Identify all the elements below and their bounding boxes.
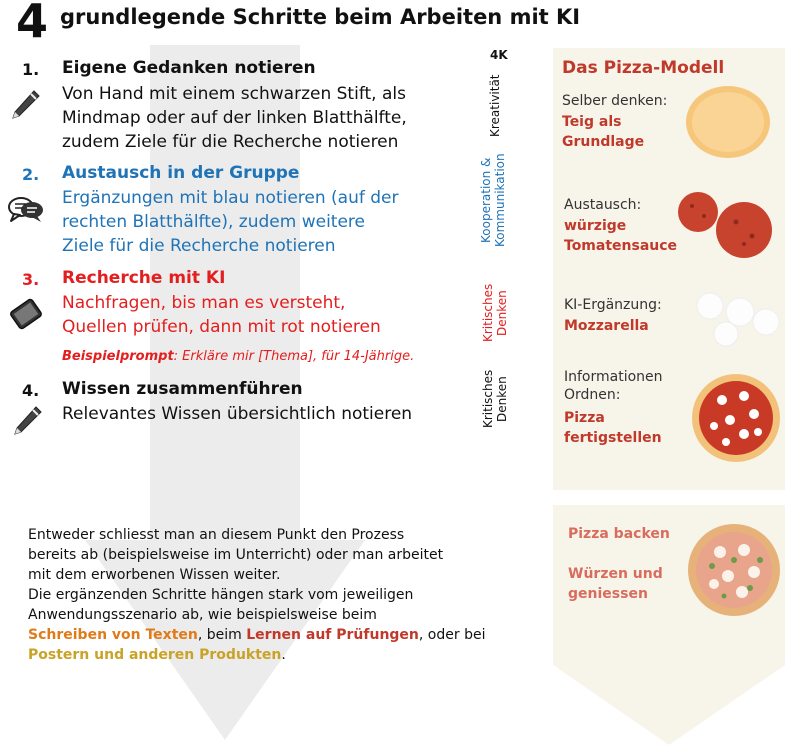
baked-pizza-icon (684, 520, 784, 620)
tablet-icon (8, 296, 44, 332)
mozzarella-icon (690, 290, 785, 350)
posters-products-link: Postern und anderen Produkten (28, 647, 282, 663)
step-2-line: rechten Blatthälfte), zudem weitere (62, 212, 365, 232)
step-1-number: 1. (22, 60, 40, 79)
continuation-line: Anwendungsszenario ab, wie beispielsweise beim (28, 607, 377, 623)
pizza-item-label: Informationen (564, 369, 663, 385)
step-2-number: 2. (22, 165, 40, 184)
speech-bubbles-icon (6, 194, 46, 226)
step-3-line: Quellen prüfen, dann mit rot notieren (62, 317, 381, 337)
continuation-text-fragment: . (281, 647, 286, 663)
step-2-title: Austausch in der Gruppe (62, 163, 300, 183)
pizza-item-value: Teig als (562, 114, 622, 130)
fourk-kritisch-red-line: Kritisches (481, 283, 495, 343)
step-2-line: Ziele für die Recherche notieren (62, 236, 336, 256)
step-1-line: Mindmap oder auf der linken Blatthälfte, (62, 108, 407, 128)
pizza-item-value: Mozzarella (564, 318, 649, 334)
continuation-text (28, 525, 498, 665)
season-label: Würzen und (568, 566, 663, 582)
pizza-model-title: Das Pizza-Modell (562, 58, 725, 78)
example-prompt-text: : Erkläre mir [Thema], für 14-Jährige. (173, 349, 415, 364)
page-title: grundlegende Schritte beim Arbeiten mit KI (60, 5, 581, 29)
pizza-item-value: Grundlage (562, 134, 645, 150)
raw-pizza-icon (688, 370, 784, 466)
pizza-item-value: Pizza (564, 410, 605, 426)
pizza-item-value: Tomatensauce (564, 238, 678, 254)
pizza-item-value: fertigstellen (564, 430, 662, 446)
step-1-line: zudem Ziele für die Recherche notieren (62, 132, 399, 152)
fourk-heading: 4K (490, 48, 508, 62)
pizza-item-label: Ordnen: (564, 387, 621, 403)
fourk-kritisch-red-line: Denken (495, 290, 509, 336)
continuation-text-fragment: , oder bei (418, 627, 486, 643)
continuation-line: Die ergänzenden Schritte hängen stark vom jeweiligen (28, 587, 414, 603)
step-4-number: 4. (22, 381, 40, 400)
step-1-title: Eigene Gedanken notieren (62, 58, 316, 78)
fourk-kooperation-line: Kooperation & (479, 157, 493, 243)
fourk-kritisch-black (481, 364, 509, 434)
example-prompt (62, 349, 414, 364)
fourk-kooperation (479, 150, 507, 250)
header-number: 4 (16, 0, 49, 48)
step-2-line: Ergänzungen mit blau notieren (auf der (62, 188, 399, 208)
fourk-kreativitaet: Kreativität (488, 74, 502, 138)
step-3-title: Recherche mit KI (62, 268, 226, 288)
example-prompt-label: Beispielprompt (62, 349, 174, 364)
pizza-item-label: Austausch: (564, 197, 642, 213)
pencil-icon (10, 404, 44, 438)
continuation-line: Entweder schliesst man an diesem Punkt den Prozess (28, 527, 405, 543)
fourk-kritisch-red (481, 278, 509, 348)
fourk-kommunikation-line: Kommunikation (493, 153, 507, 247)
pencil-icon (8, 88, 42, 122)
step-4-title: Wissen zusammenführen (62, 379, 303, 399)
continuation-line: bereits ab (beispielsweise im Unterricht) oder man arbeitet (28, 547, 444, 563)
pizza-item-label: KI-Ergänzung: (564, 297, 662, 313)
dough-icon (678, 82, 778, 162)
tomato-sauce-icon (674, 186, 784, 266)
enjoy-label: geniessen (568, 586, 648, 602)
step-3-number: 3. (22, 270, 40, 289)
continuation-text-fragment: , beim (197, 627, 247, 643)
pizza-item-label: Selber denken: (562, 93, 668, 109)
step-3-line: Nachfragen, bis man es versteht, (62, 293, 346, 313)
fourk-kritisch-black-line: Denken (495, 376, 509, 422)
writing-texts-link: Schreiben von Texten (28, 627, 198, 643)
exam-learning-link: Lernen auf Prüfungen (246, 627, 419, 643)
continuation-line: mit dem erworbenen Wissen weiter. (28, 567, 281, 583)
step-4-line: Relevantes Wissen übersichtlich notieren (62, 404, 413, 424)
fourk-kritisch-black-line: Kritisches (481, 369, 495, 429)
pizza-item-value: würzige (564, 218, 627, 234)
bake-pizza-label: Pizza backen (568, 526, 670, 542)
step-1-line: Von Hand mit einem schwarzen Stift, als (62, 84, 406, 104)
